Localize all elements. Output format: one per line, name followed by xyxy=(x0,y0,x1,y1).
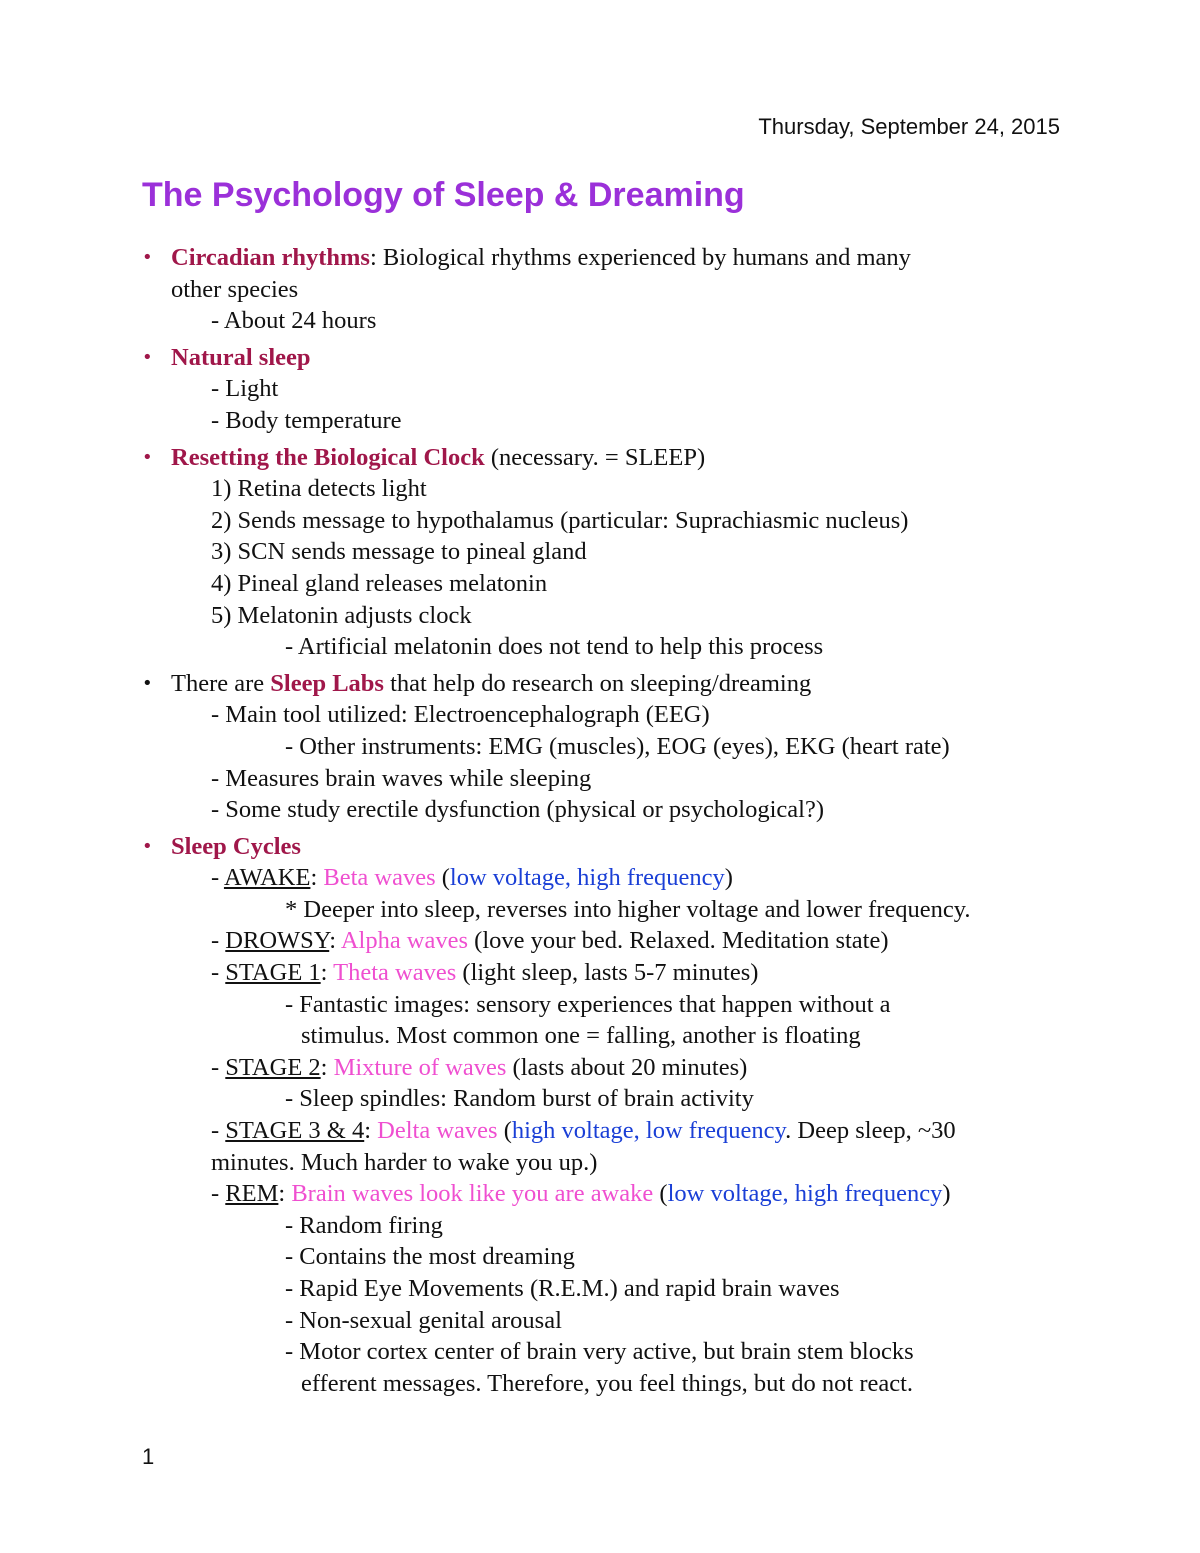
stage-awake xyxy=(171,862,1082,894)
stage-2 xyxy=(171,1052,1082,1084)
bullet-sleep-labs xyxy=(142,668,1082,826)
step-item: 3) SCN sends message to pineal gland xyxy=(211,538,587,566)
dash: - xyxy=(211,959,226,987)
stage-note: - Random firing xyxy=(285,1211,443,1239)
paren-close: ) xyxy=(942,1180,951,1208)
stage-desc-continuation: minutes. Much harder to wake you up.) xyxy=(211,1148,598,1176)
bullet-natural-sleep xyxy=(142,342,1082,437)
dash: - xyxy=(211,1053,226,1081)
step-item: 2) Sends message to hypothalamus (particular: Suprachiasmic nucleus) xyxy=(211,506,909,534)
colon: : xyxy=(364,1117,378,1145)
wave-name: Alpha waves xyxy=(340,927,469,955)
voltage-desc: high voltage, low frequency xyxy=(511,1117,786,1145)
wave-name: Mixture of waves xyxy=(333,1053,507,1081)
step-item: 1) Retina detects light xyxy=(211,475,427,503)
section-note: (necessary. = SLEEP) xyxy=(484,443,706,471)
stage-note: - Rapid Eye Movements (R.E.M.) and rapid brain waves xyxy=(285,1275,840,1302)
trailing-text: that help do research on sleeping/dreaming xyxy=(383,669,812,697)
stage-rem xyxy=(171,1178,1082,1210)
definition-continuation: other species xyxy=(171,275,299,303)
paren-open: ( xyxy=(497,1117,512,1145)
stage-note: - Fantastic images: sensory experiences that happen without a xyxy=(285,990,891,1018)
stage-note-continuation: stimulus. Most common one = falling, another is floating xyxy=(301,1022,861,1050)
dash: - xyxy=(211,927,226,955)
stage-drowsy xyxy=(171,925,1082,957)
stage-label: STAGE 1 xyxy=(225,959,321,987)
stage-3-4 xyxy=(171,1115,1082,1147)
voltage-desc: low voltage, high frequency xyxy=(449,864,725,892)
stage-note: - Motor cortex center of brain very active, but brain stem blocks xyxy=(285,1338,914,1366)
sub-point: - Body temperature xyxy=(211,406,402,434)
colon: : xyxy=(320,1053,334,1081)
stage-label: DROWSY xyxy=(225,927,330,955)
sub-point: - About 24 hours xyxy=(211,307,377,335)
step-item: 5) Melatonin adjusts clock xyxy=(211,601,472,629)
sub-point: - Light xyxy=(211,375,279,403)
voltage-desc: low voltage, high frequency xyxy=(667,1180,943,1208)
dash: - xyxy=(211,1117,226,1145)
stage-desc: (love your bed. Relaxed. Meditation state) xyxy=(468,927,889,955)
stage-note-continuation: efferent messages. Therefore, you feel things, but do not react. xyxy=(301,1369,914,1397)
stage-label: STAGE 3 & 4 xyxy=(225,1117,365,1145)
wave-name: Theta waves xyxy=(333,959,457,987)
stage-note: - Non-sexual genital arousal xyxy=(285,1306,562,1334)
bullet-resetting-clock xyxy=(142,442,1082,663)
sub-sub-point: - Artificial melatonin does not tend to help this process xyxy=(285,633,824,661)
sub-point: - Some study erectile dysfunction (physical or psychological?) xyxy=(211,796,825,824)
intro-text: There are xyxy=(171,669,271,697)
step-item: 4) Pineal gland releases melatonin xyxy=(211,569,548,597)
stage-desc: (lasts about 20 minutes) xyxy=(506,1053,748,1081)
sub-point: - Measures brain waves while sleeping xyxy=(211,764,592,792)
notes-body xyxy=(142,242,1082,1399)
term-circadian-rhythms: Circadian rhythms xyxy=(171,244,370,271)
dash: - xyxy=(211,1180,226,1208)
wave-name: Beta waves xyxy=(323,864,436,892)
stage-label: AWAKE xyxy=(223,864,311,892)
stage-desc: . Deep sleep, ~30 xyxy=(785,1117,956,1145)
colon: : xyxy=(329,927,341,955)
stage-label: STAGE 2 xyxy=(225,1053,321,1081)
document-date: Thursday, September 24, 2015 xyxy=(758,114,1060,139)
definition-text: : Biological rhythms experienced by humans and many xyxy=(369,244,911,271)
term-natural-sleep: Natural sleep xyxy=(171,343,311,371)
dash: - xyxy=(211,864,224,892)
stage-note: - Sleep spindles: Random burst of brain activity xyxy=(285,1085,754,1113)
term-resetting-clock: Resetting the Biological Clock xyxy=(171,443,485,471)
stage-note: * Deeper into sleep, reverses into higher voltage and lower frequency. xyxy=(285,895,971,923)
colon: : xyxy=(320,959,334,987)
stage-note: - Contains the most dreaming xyxy=(285,1243,575,1271)
stage-label: REM xyxy=(225,1180,279,1208)
colon: : xyxy=(278,1180,292,1208)
stage-1 xyxy=(171,957,1082,989)
colon: : xyxy=(310,864,324,892)
page-number: 1 xyxy=(142,1444,155,1469)
paren-open: ( xyxy=(435,864,450,892)
stage-desc: (light sleep, lasts 5-7 minutes) xyxy=(456,959,759,987)
sub-point: - Main tool utilized: Electroencephalograph (EEG) xyxy=(211,701,710,729)
term-sleep-labs: Sleep Labs xyxy=(270,669,384,697)
wave-name: Delta waves xyxy=(377,1117,498,1145)
paren-open: ( xyxy=(653,1180,668,1208)
bullet-circadian-rhythms xyxy=(142,242,1082,337)
bullet-sleep-cycles xyxy=(142,831,1082,1400)
sub-sub-point: - Other instruments: EMG (muscles), EOG (eyes), EKG (heart rate) xyxy=(285,732,950,760)
wave-name: Brain waves look like you are awake xyxy=(291,1180,654,1208)
term-sleep-cycles: Sleep Cycles xyxy=(171,832,301,860)
page-title: The Psychology of Sleep & Dreaming xyxy=(142,176,745,214)
paren-close: ) xyxy=(724,864,733,892)
